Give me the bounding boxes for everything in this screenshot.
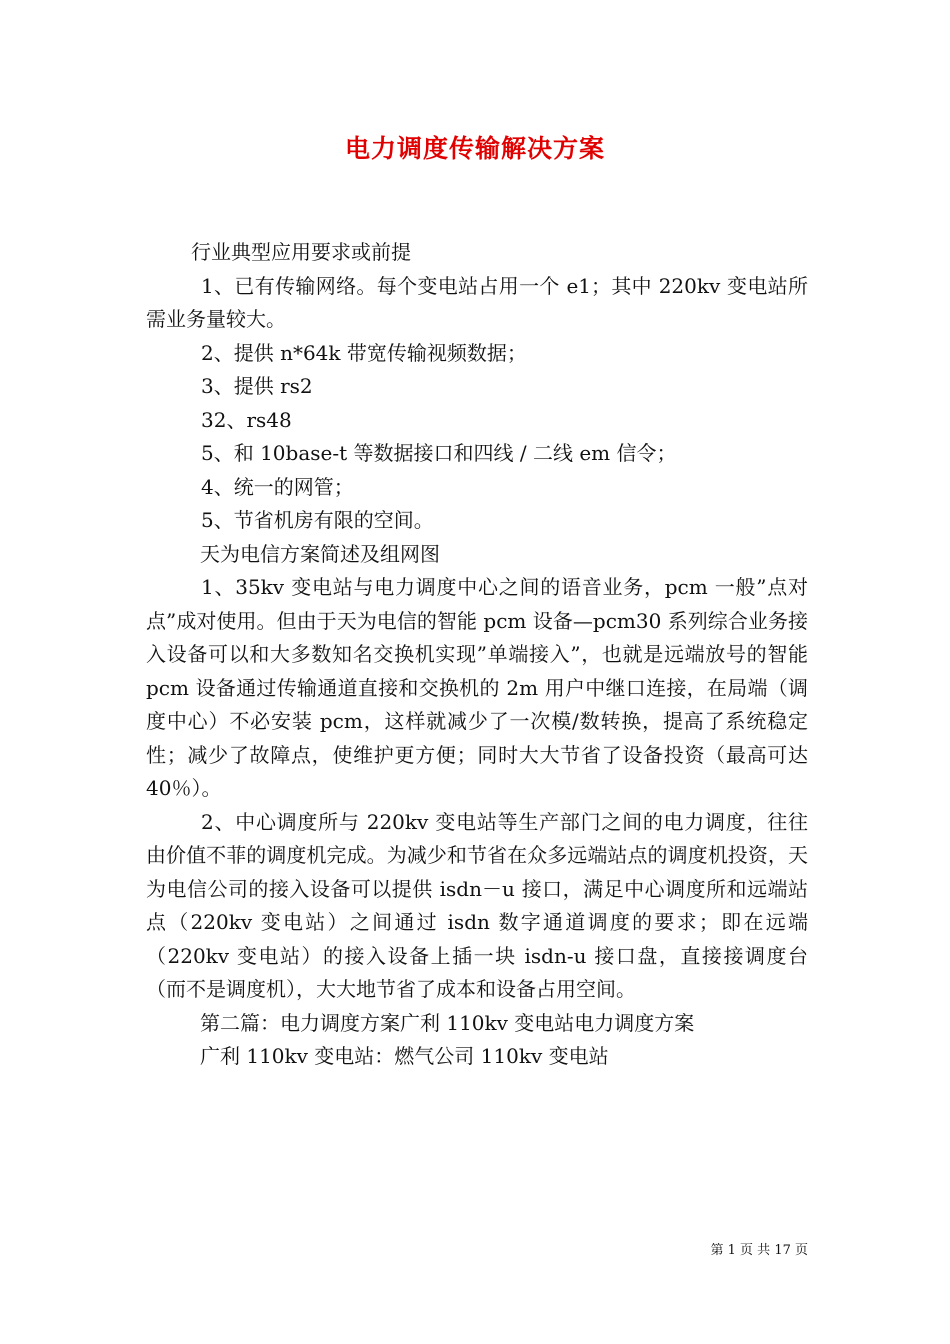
paragraph-requirement-4: 4、统一的网管； (201, 474, 354, 499)
paragraph-requirement-3-cont: 32、rs48 (201, 407, 292, 432)
paragraph-requirement-1: 1、已有传输网络。每个变电站占用一个 e1；其中 220kv 变电站所需业务量较大。 (146, 273, 808, 331)
paragraph-section-heading: 行业典型应用要求或前提 (191, 240, 411, 264)
paragraph-solution-heading: 天为电信方案简述及组网图 (200, 541, 440, 566)
document-body (146, 236, 808, 1074)
page-number: 第 1 页 共 17 页 (710, 1243, 808, 1258)
paragraph-solution-1: 1、35kv 变电站与电力调度中心之间的语音业务，pcm 一般”点对点”成对使用。但由于天为电信的智能 pcm 设备—pcm30 系列综合业务接入设备可以和大多数知名交换机实现”单端接入”，也就是远端放号的智能 pcm 设备通过传输通道直接和交换机的 2m 用户中继口连接，在局端（调度中心）不必安装 pcm，这样就减少了一次模/数转换，提高了系统稳定性；减少了故障点，使维护更方便；同时大大节省了设备投资（最高可达 40％）。 (146, 575, 808, 800)
paragraph-requirement-2: 2、提供 n*64k 带宽传输视频数据； (201, 340, 527, 365)
paragraph-solution-2: 2、中心调度所与 220kv 变电站等生产部门之间的电力调度，往往由价值不菲的调度机完成。为减少和节省在众多远端站点的调度机投资，天为电信公司的接入设备可以提供 isdn－u 接口，满足中心调度所和远端站点（220kv 变电站）之间通过 isdn 数字通道调度的要求；即在远端（220kv 变电站）的接入设备上插一块 isdn-u 接口盘，直接接调度台（而不是调度机），大大地节省了成本和设备占用空间。 (146, 809, 808, 1001)
paragraph-substation-line: 广利 110kv 变电站：燃气公司 110kv 变电站 (200, 1044, 609, 1068)
paragraph-requirement-3: 3、提供 rs2 (201, 374, 313, 398)
paragraph-part-two-heading: 第二篇：电力调度方案广利 110kv 变电站电力调度方案 (200, 1010, 695, 1035)
document-title: 电力调度传输解决方案 (344, 134, 605, 163)
paragraph-requirement-5b: 5、节省机房有限的空间。 (201, 508, 434, 532)
paragraph-requirement-5a: 5、和 10base-t 等数据接口和四线 / 二线 em 信令； (201, 441, 677, 465)
